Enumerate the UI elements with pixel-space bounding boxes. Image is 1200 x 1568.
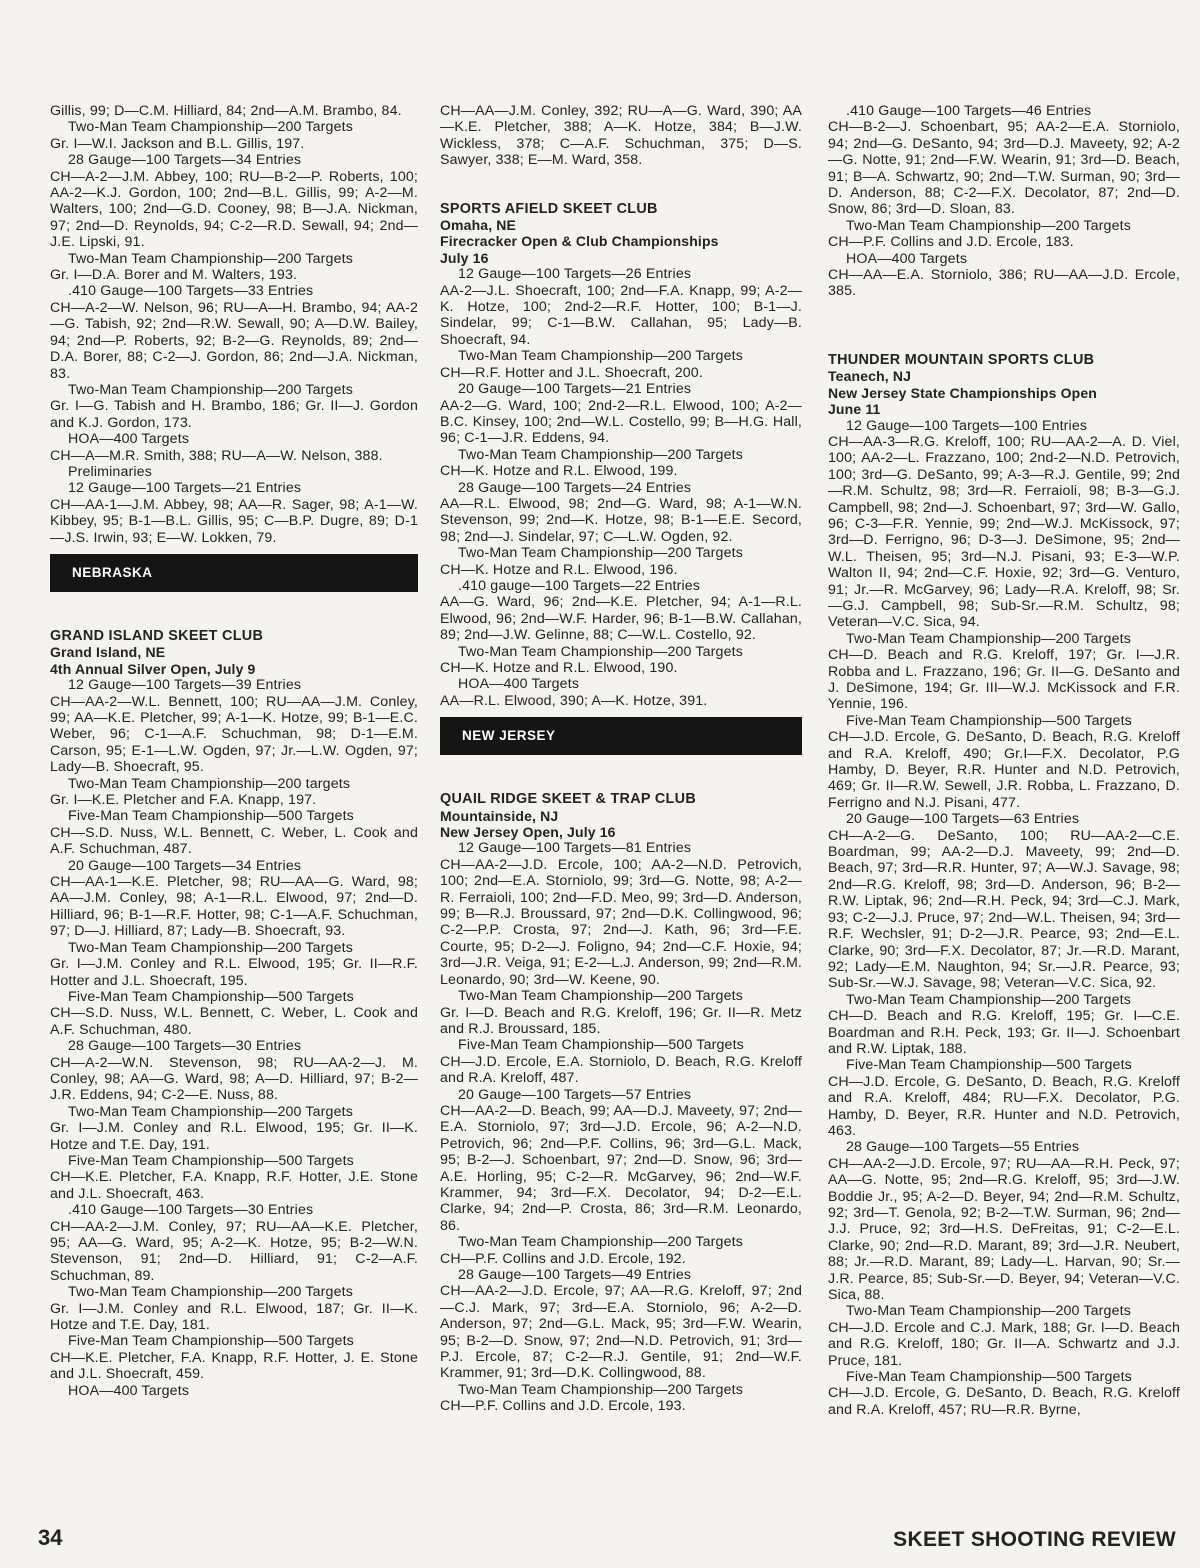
results-paragraph: CH—A—M.R. Smith, 388; RU—A—W. Nelson, 388. bbox=[50, 447, 383, 464]
event-line: Five-Man Team Championship—500 Targets bbox=[846, 1057, 1132, 1074]
results-paragraph: CH—AA-2—J.M. Conley, 97; RU—AA—K.E. Pletcher, 95; AA—G. Ward, 95; A-2—K. Hotze, 95; B-2—W.N. Stevenson, 91; 2nd—D. Hilliard, 91; C-2—A.F. Schuchman, 89. bbox=[50, 1218, 418, 1284]
results-paragraph: CH—K. Hotze and R.L. Elwood, 196. bbox=[440, 561, 678, 578]
results-paragraph: Gr. I—J.M. Conley and R.L. Elwood, 187; Gr. II—K. Hotze and T.E. Day, 181. bbox=[50, 1300, 418, 1334]
event-line: HOA—400 Targets bbox=[458, 676, 580, 693]
section-spacer bbox=[440, 169, 802, 201]
club-subheading: New Jersey State Championships Open bbox=[828, 384, 1097, 401]
results-paragraph: CH—K.E. Pletcher, F.A. Knapp, R.F. Hotter, J. E. Stone and J.L. Shoecraft, 459. bbox=[50, 1349, 418, 1383]
event-line: Five-Man Team Championship—500 Targets bbox=[68, 988, 354, 1005]
event-line: 20 Gauge—100 Targets—21 Entries bbox=[458, 381, 692, 398]
event-line: Two-Man Team Championship—200 Targets bbox=[68, 119, 353, 136]
event-line: Five-Man Team Championship—500 Targets bbox=[68, 1333, 354, 1350]
results-paragraph: CH—J.D. Ercole, G. DeSanto, D. Beach, R.G. Kreloff and R.A. Kreloff, 490; Gr.I—F.X. Decolator, P.G Hamby, D. Beyer, R.R. Hunter and N.D. Petrovich, 469; Gr. II—R.W. Sewell, J.R. Robba, L. Frazzano, D. Ferrigno and N.J. Pisani, 477. bbox=[828, 729, 1180, 811]
state-banner: NEW JERSEY bbox=[440, 717, 802, 755]
event-line: 20 Gauge—100 Targets—63 Entries bbox=[846, 811, 1080, 828]
club-subheading: June 11 bbox=[828, 401, 881, 418]
club-subheading: Teanech, NJ bbox=[828, 368, 912, 385]
event-line: 20 Gauge—100 Targets—34 Entries bbox=[68, 857, 302, 874]
results-paragraph: AA-2—G. Ward, 100; 2nd-2—R.L. Elwood, 100; A-2—B.C. Kinsey, 100; 2nd—W.L. Costello, 99; B—H.G. Hall, 96; C-1—J.R. Eddens, 94. bbox=[440, 397, 802, 447]
event-line: Two-Man Team Championship—200 Targets bbox=[458, 545, 743, 562]
event-line: Two-Man Team Championship—200 Targets bbox=[458, 348, 743, 365]
event-line: HOA—400 Targets bbox=[68, 1382, 190, 1399]
event-line: Five-Man Team Championship—500 Targets bbox=[846, 712, 1132, 729]
results-paragraph: CH—AA-2—D. Beach, 99; AA—D.J. Maveety, 97; 2nd—E.A. Storniolo, 97; 3rd—J.D. Ercole, 96; A-2—N.D. Petrovich, 96; 2nd—P.F. Collins, 96; 3rd—G.L. Mack, 95; B-2—J. Schoenbart, 97; 2nd—D. Snow, 96; 3rd—A.E. Horling, 95; C-2—R. McGarvey, 96; 2nd—W.F. Krammer, 94; 3rd—F.X. Decolator, 94; D-2—E.L. Clarke, 94; 2nd—P. Crosta, 86; 3rd—R.M. Leonardo, 86. bbox=[440, 1102, 802, 1234]
results-paragraph: CH—AA-1—K.E. Pletcher, 98; RU—AA—G. Ward, 98; AA—J.M. Conley, 98; A-1—R.L. Elwood, 97; 2nd—D. Hilliard, 96; B-1—R.F. Hotter, 98; C-1—A.F. Schuchman, 97; D—J. Hilliard, 87; Lady—B. Shoecraft, 93. bbox=[50, 874, 418, 940]
section-spacer bbox=[828, 332, 1180, 352]
results-paragraph: CH—J.D. Ercole, G. DeSanto, D. Beach, R.G. Kreloff and R.A. Kreloff, 457; RU—R.R. Byrne, bbox=[828, 1385, 1180, 1418]
event-line: 28 Gauge—100 Targets—30 Entries bbox=[68, 1038, 302, 1055]
event-line: HOA—400 Targets bbox=[68, 431, 190, 448]
event-line: 12 Gauge—100 Targets—21 Entries bbox=[68, 480, 302, 497]
event-line: .410 Gauge—100 Targets—30 Entries bbox=[68, 1202, 314, 1219]
event-line: Two-Man Team Championship—200 Targets bbox=[68, 1284, 353, 1301]
club-subheading: July 16 bbox=[440, 249, 489, 266]
event-line: Two-Man Team Championship—200 Targets bbox=[458, 1381, 743, 1398]
event-line: Two-Man Team Championship—200 Targets bbox=[846, 1303, 1131, 1320]
results-paragraph: CH—K. Hotze and R.L. Elwood, 199. bbox=[440, 463, 678, 480]
club-subheading: Omaha, NE bbox=[440, 217, 517, 234]
results-paragraph: CH—J.D. Ercole and C.J. Mark, 188; Gr. I—D. Beach and R.G. Kreloff, 180; Gr. II—A. Schwartz and J.J. Pruce, 181. bbox=[828, 1319, 1180, 1369]
results-paragraph: CH—A-2—J.M. Abbey, 100; RU—B-2—P. Roberts, 100; AA-2—K.J. Gordon, 100; 2nd—B.L. Gillis, 99; A-2—M. Walters, 100; 2nd—G.D. Cooney, 98; B—J.A. Nickman, 97; 2nd—D. Reynolds, 94; C-2—R.D. Sewall, 94; 2nd—J.E. Lipski, 91. bbox=[50, 168, 418, 251]
event-line: Two-Man Team Championship—200 Targets bbox=[846, 630, 1131, 647]
results-paragraph: CH—J.D. Ercole, E.A. Storniolo, D. Beach, R.G. Kreloff and R.A. Kreloff, 487. bbox=[440, 1053, 802, 1087]
results-paragraph: CH—A-2—W.N. Stevenson, 98; RU—AA-2—J. M. Conley, 98; AA—G. Ward, 98; A—D. Hilliard, 97; B-2—J.R. Eddens, 94; C-2—E. Nuss, 88. bbox=[50, 1054, 418, 1104]
results-paragraph: CH—AA-1—J.M. Abbey, 98; AA—R. Sager, 98; A-1—W. Kibbey, 95; B-1—B.L. Gillis, 95; C—B.P. Dugre, 89; D-1—J.S. Irwin, 93; E—W. Lokken, 79. bbox=[50, 496, 418, 546]
club-subheading: Mountainside, NJ bbox=[440, 807, 559, 824]
results-paragraph: CH—AA-2—J.D. Ercole, 97; AA—R.G. Kreloff, 97; 2nd—C.J. Mark, 97; 3rd—E.A. Storniolo, 96; A-2—D. Anderson, 97; 2nd—G.L. Mack, 95; 3rd—F.W. Wearin, 95; B-2—D. Snow, 97; 2nd—N.D. Petrovich, 91; 3rd—P.J. Ercole, 87; C-2—R.J. Gentile, 91; 2nd—W.F. Krammer, 91; 3rd—D.K. Collingwood, 88. bbox=[440, 1283, 802, 1382]
event-line: Two-Man Team Championship—200 Targets bbox=[68, 939, 353, 956]
state-banner: NEBRASKA bbox=[50, 554, 418, 592]
event-line: .410 gauge—100 Targets—22 Entries bbox=[458, 577, 701, 594]
results-paragraph: CH—P.F. Collins and J.D. Ercole, 192. bbox=[440, 1250, 686, 1267]
event-line: .410 Gauge—100 Targets—46 Entries bbox=[846, 103, 1092, 119]
results-paragraph: CH—D. Beach and R.G. Kreloff, 197; Gr. I—J.R. Robba and L. Frazzano, 196; Gr. II—G. DeSanto and J. DeSimone, 194; Gr. III—W.J. McKissock and F.R. Yennie, 196. bbox=[828, 647, 1180, 713]
event-line: Two-Man Team Championship—200 Targets bbox=[68, 250, 353, 267]
event-line: Two-Man Team Championship—200 Targets bbox=[846, 217, 1131, 234]
results-paragraph: Gr. I—K.E. Pletcher and F.A. Knapp, 197. bbox=[50, 792, 317, 809]
event-line: Two-Man Team Championship—200 Targets bbox=[68, 1103, 353, 1120]
results-paragraph: AA-2—J.L. Shoecraft, 100; 2nd—F.A. Knapp, 99; A-2—K. Hotze, 100; 2nd-2—R.F. Hotter, 100; B-1—J. Sindelar, 99; C-1—B.W. Callahan, 95; Lady—B. Shoecraft, 94. bbox=[440, 282, 802, 348]
results-paragraph: Gr. I—D. Beach and R.G. Kreloff, 196; Gr. II—R. Metz and R.J. Broussard, 185. bbox=[440, 1004, 802, 1037]
event-line: 12 Gauge—100 Targets—81 Entries bbox=[458, 840, 692, 857]
results-paragraph: CH—A-2—G. DeSanto, 100; RU—AA-2—C.E. Boardman, 99; AA-2—D.J. Maveety, 99; 2nd—D. Beach, 97; 3rd—R.R. Hunter, 97; A—W.J. Savage, 98; 2nd—R.G. Kreloff, 98; 3rd—D. Anderson, 96; B-2—R.W. Liptak, 96; 2nd—R.H. Peck, 94; 3rd—C.J. Mark, 93; C-2—J.J. Pruce, 97; 2nd—W.L. Theisen, 94; 3rd—R.F. Wechsler, 91; D-2—J.R. Pearce, 93; 2nd—E.L. Clarke, 90; 3rd—F.X. Decolator, 87; Jr.—R.D. Marant, 92; Lady—E.M. Naughton, 94; Sr.—J.R. Pearce, 93; Sub-Sr.—W.J. Savage, 98; Veteran—V.C. Sica, 92. bbox=[828, 827, 1180, 992]
club-subheading: 4th Annual Silver Open, July 9 bbox=[50, 660, 256, 677]
results-paragraph: AA—R.L. Elwood, 98; 2nd—G. Ward, 98; A-1—W.N. Stevenson, 99; 2nd—K. Hotze, 98; B-1—E.E. Secord, 98; 2nd—J. Sindelar, 97; C—L.W. Ogden, 92. bbox=[440, 495, 802, 545]
event-line: 28 Gauge—100 Targets—49 Entries bbox=[458, 1267, 692, 1283]
event-line: Five-Man Team Championship—500 Targets bbox=[68, 1152, 354, 1169]
results-paragraph: Gillis, 99; D—C.M. Hilliard, 84; 2nd—A.M. Brambo, 84. bbox=[50, 103, 402, 119]
event-line: 12 Gauge—100 Targets—26 Entries bbox=[458, 266, 692, 283]
event-line: Five-Man Team Championship—500 Targets bbox=[68, 808, 354, 825]
results-paragraph: CH—AA-2—W.L. Bennett, 100; RU—AA—J.M. Conley, 99; AA—K.E. Pletcher, 99; A-1—K. Hotze, 99; B-1—E.C. Weber, 96; C-1—A.F. Schuchman, 98; D-1—E.M. Carson, 95; E-1—L.W. Ogden, 97; Jr.—L.W. Ogden, 97; Lady—B. Shoecraft, 95. bbox=[50, 693, 418, 776]
results-paragraph: CH—AA—E.A. Storniolo, 386; RU—AA—J.D. Ercole, 385. bbox=[828, 267, 1180, 300]
event-line: .410 Gauge—100 Targets—33 Entries bbox=[68, 283, 314, 300]
results-paragraph: CH—R.F. Hotter and J.L. Shoecraft, 200. bbox=[440, 364, 703, 381]
results-paragraph: CH—K. Hotze and R.L. Elwood, 190. bbox=[440, 660, 678, 676]
club-heading: SPORTS AFIELD SKEET CLUB bbox=[440, 200, 658, 217]
club-heading: THUNDER MOUNTAIN SPORTS CLUB bbox=[828, 351, 1095, 368]
column-2 bbox=[440, 103, 802, 1415]
results-paragraph: CH—B-2—J. Schoenbart, 95; AA-2—E.A. Storniolo, 94; 2nd—G. DeSanto, 94; 3rd—D.J. Maveety, 92; A-2—G. Notte, 91; 2nd—F.W. Wearin, 91; 3rd—D. Beach, 91; B—A. Schwartz, 90; 2nd—T.W. Surman, 90; 3rd—D. Anderson, 88; C-2—F.X. Decolator, 87; 2nd—D. Snow, 86; 3rd—D. Sloan, 83. bbox=[828, 119, 1180, 218]
results-paragraph: CH—K.E. Pletcher, F.A. Knapp, R.F. Hotter, J.E. Stone and J.L. Shoecraft, 463. bbox=[50, 1169, 418, 1202]
event-line: Two-Man Team Championship—200 Targets bbox=[458, 643, 743, 660]
event-line: Two-Man Team Championship—200 Targets bbox=[458, 1234, 743, 1251]
results-paragraph: Gr. I—J.M. Conley and R.L. Elwood, 195; Gr. II—R.F. Hotter and J.L. Shoecraft, 195. bbox=[50, 956, 418, 989]
page-number: 34 bbox=[38, 1525, 63, 1550]
results-paragraph: CH—S.D. Nuss, W.L. Bennett, C. Weber, L. Cook and A.F. Schuchman, 487. bbox=[50, 824, 418, 858]
column-1 bbox=[50, 103, 418, 1399]
event-line: 12 Gauge—100 Targets—39 Entries bbox=[68, 677, 302, 694]
results-paragraph: CH—P.F. Collins and J.D. Ercole, 183. bbox=[828, 234, 1074, 251]
results-paragraph: CH—AA—J.M. Conley, 392; RU—A—G. Ward, 390; AA—K.E. Pletcher, 388; A—K. Hotze, 384; B—J.W. Wickless, 378; C—A.F. Schuchman, 375; D—S. Sawyer, 338; E—M. Ward, 358. bbox=[440, 103, 802, 169]
results-paragraph: AA—R.L. Elwood, 390; A—K. Hotze, 391. bbox=[440, 692, 708, 709]
results-paragraph: Gr. I—W.I. Jackson and B.L. Gillis, 197. bbox=[50, 135, 305, 152]
results-paragraph: CH—S.D. Nuss, W.L. Bennett, C. Weber, L. Cook and A.F. Schuchman, 480. bbox=[50, 1005, 418, 1038]
club-subheading: Grand Island, NE bbox=[50, 644, 166, 661]
column-3 bbox=[828, 103, 1180, 1418]
event-line: Preliminaries bbox=[68, 463, 152, 480]
results-paragraph: CH—A-2—W. Nelson, 96; RU—A—H. Brambo, 94; AA-2—G. Tabish, 92; 2nd—R.W. Sewall, 90; A—D.W. Bailey, 94; 2nd—P. Roberts, 92; B-2—G. Reynolds, 89; 2nd—D.A. Borer, 88; C-2—J. Gordon, 86; 2nd—J.A. Nickman, 83. bbox=[50, 299, 418, 382]
section-spacer bbox=[828, 300, 1180, 332]
event-line: 12 Gauge—100 Targets—100 Entries bbox=[846, 417, 1088, 434]
publication-title: SKEET SHOOTING REVIEW bbox=[893, 1528, 1176, 1551]
event-line: Two-Man Team Championship—200 Targets bbox=[68, 381, 353, 398]
event-line: Two-Man Team Championship—200 Targets bbox=[458, 446, 743, 463]
results-paragraph: CH—AA-2—J.D. Ercole, 97; RU—AA—R.H. Peck, 97; AA—G. Notte, 95; 2nd—R.G. Kreloff, 95; 3rd—J.W. Boddie Jr., 95; A-2—D. Beyer, 94; 2nd—R.M. Schultz, 92; 3rd—T. Genola, 92; B-2—T.W. Surman, 96; 2nd—J.J. Pruce, 92; 3rd—H.S. DeFreitas, 91; C-2—E.L. Clarke, 90; 2nd—R.D. Marant, 89; 3rd—J.R. Neubert, 88; Jr.—R.D. Marant, 89; Lady—L. Harvan, 90; Sr.—J.R. Pearce, 85; Sub-Sr.—D. Beyer, 94; Veteran—V.C. Sica, 88. bbox=[828, 1155, 1180, 1304]
event-line: 20 Gauge—100 Targets—57 Entries bbox=[458, 1086, 692, 1103]
event-line: 28 Gauge—100 Targets—24 Entries bbox=[458, 479, 692, 496]
event-line: Two-Man Team Championship—200 Targets bbox=[846, 991, 1131, 1008]
event-line: Two-Man Team Championship—200 Targets bbox=[458, 988, 743, 1005]
results-paragraph: Gr. I—D.A. Borer and M. Walters, 193. bbox=[50, 267, 298, 284]
results-paragraph: Gr. I—J.M. Conley and R.L. Elwood, 195; Gr. II—K. Hotze and T.E. Day, 191. bbox=[50, 1120, 418, 1153]
club-subheading: Firecracker Open & Club Championships bbox=[440, 233, 719, 250]
club-heading: QUAIL RIDGE SKEET & TRAP CLUB bbox=[440, 791, 697, 808]
event-line: Five-Man Team Championship—500 Targets bbox=[846, 1369, 1132, 1386]
club-subheading: New Jersey Open, July 16 bbox=[440, 824, 616, 841]
results-paragraph: CH—AA-3—R.G. Kreloff, 100; RU—AA-2—A. D. Viel, 100; AA-2—L. Frazzano, 100; 2nd-2—N.D. Petrovich, 100; 3rd—G. DeSanto, 99; A-3—R.J. Gentile, 99; 2nd—R.M. Schultz, 98; 3rd—R. Ferraioli, 98; B-3—G.J. Campbell, 98; 2nd—J. Schoenbart, 97; 3rd—W. Gallo, 96; C-3—F.R. Yennie, 99; 2nd—W.J. McKissock, 97; 3rd—D. Ferrigno, 96; D-3—J. DeSimone, 95; 2nd—W.L. Theisen, 95; 3rd—N.J. Pisani, 93; E-3—W.P. Walton II, 94; 2nd—C.F. Hoxie, 92; 3rd—G. Venturo, 91; Jr.—R. McGarvey, 96; Lady—R.A. Kreloff, 98; Sr.—G.J. Campbell, 98; Sub-Sr.—R.M. Schultz, 98; Veteran—V.C. Sica, 94. bbox=[828, 433, 1180, 631]
results-paragraph: AA—G. Ward, 96; 2nd—K.E. Pletcher, 94; A-1—R.L. Elwood, 96; 2nd—W.F. Harder, 96; B-1—B.W. Callahan, 89; 2nd—J.W. Gelinne, 88; C—W.L. Costello, 92. bbox=[440, 594, 802, 644]
event-line: 28 Gauge—100 Targets—34 Entries bbox=[68, 152, 302, 169]
event-line: Two-Man Team Championship—200 targets bbox=[68, 775, 351, 792]
results-paragraph: CH—D. Beach and R.G. Kreloff, 195; Gr. I—C.E. Boardman and R.H. Peck, 193; Gr. II—J. Schoenbart and R.W. Liptak, 188. bbox=[828, 1008, 1180, 1057]
event-line: 28 Gauge—100 Targets—55 Entries bbox=[846, 1139, 1080, 1156]
event-line: HOA—400 Targets bbox=[846, 250, 968, 267]
results-paragraph: CH—AA-2—J.D. Ercole, 100; AA-2—N.D. Petrovich, 100; 2nd—E.A. Storniolo, 99; 3rd—G. Notte, 98; A-2—R. Ferraioli, 100; 2nd—F.D. Meo, 99; 3rd—D. Anderson, 99; B—R.J. Broussard, 97; 2nd—D.K. Collingwood, 96; C-2—P.P. Crosta, 97; 2nd—J. Kath, 96; 3rd—F.E. Courte, 95; D-2—J. Foligno, 94; 2nd—C.F. Hoxie, 94; 3rd—J.R. Veiga, 91; E-2—L.J. Anderson, 99; 2nd—R.M. Leonardo, 90; 3rd—W. Keene, 90. bbox=[440, 856, 802, 988]
results-paragraph: Gr. I—G. Tabish and H. Brambo, 186; Gr. II—J. Gordon and K.J. Gordon, 173. bbox=[50, 398, 418, 431]
event-line: Five-Man Team Championship—500 Targets bbox=[458, 1037, 744, 1054]
results-paragraph: CH—J.D. Ercole, G. DeSanto, D. Beach, R.G. Kreloff and R.A. Kreloff, 484; RU—F.X. Decolator, P.G. Hamby, D. Beyer, R.R. Hunter and N.D. Petrovich, 463. bbox=[828, 1073, 1180, 1139]
club-heading: GRAND ISLAND SKEET CLUB bbox=[50, 627, 264, 644]
results-paragraph: CH—P.F. Collins and J.D. Ercole, 193. bbox=[440, 1398, 686, 1415]
